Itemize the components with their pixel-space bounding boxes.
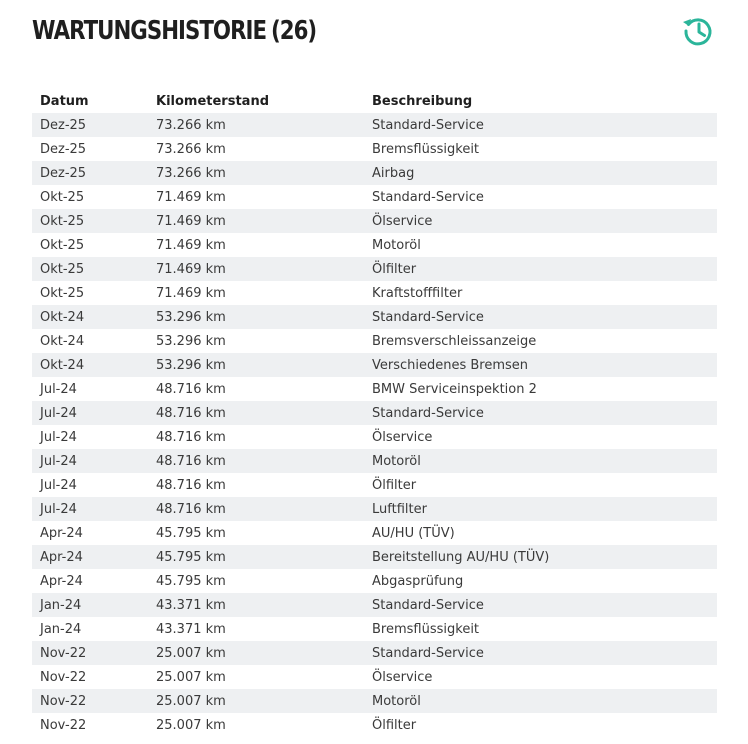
table-row bbox=[32, 569, 717, 593]
cell-mileage: 48.716 km bbox=[156, 477, 226, 493]
cell-date: Jan-24 bbox=[32, 593, 148, 617]
cell-mileage: 73.266 km bbox=[148, 161, 364, 185]
cell-description: Abgasprüfung bbox=[372, 573, 464, 589]
cell-date: Dez-25 bbox=[32, 113, 148, 137]
table-row bbox=[32, 137, 717, 161]
cell-description: Standard-Service bbox=[364, 305, 717, 329]
table-row bbox=[32, 377, 717, 401]
page-title-count: (26) bbox=[270, 16, 317, 46]
cell-mileage: 45.795 km bbox=[156, 573, 226, 589]
cell-mileage: 25.007 km bbox=[148, 689, 364, 713]
table-row bbox=[32, 617, 717, 641]
cell-date: Okt-25 bbox=[40, 237, 85, 253]
cell-description: Bremsflüssigkeit bbox=[372, 141, 480, 157]
table-row bbox=[32, 281, 717, 305]
cell-description: Bremsflüssigkeit bbox=[372, 621, 480, 637]
cell-description: Bremsverschleissanzeige bbox=[372, 333, 537, 349]
table-row bbox=[32, 353, 717, 377]
table-row bbox=[32, 425, 717, 449]
cell-date: Nov-22 bbox=[40, 717, 87, 733]
cell-date: Jul-24 bbox=[40, 477, 77, 493]
maintenance-table bbox=[32, 89, 717, 737]
cell-date: Jul-24 bbox=[40, 381, 77, 397]
cell-description: Standard-Service bbox=[364, 641, 717, 665]
cell-date: Apr-24 bbox=[32, 545, 148, 569]
cell-mileage: 53.296 km bbox=[156, 333, 226, 349]
table-row bbox=[32, 473, 717, 497]
cell-date: Nov-22 bbox=[40, 669, 87, 685]
cell-date: Okt-25 bbox=[32, 257, 148, 281]
cell-date: Jul-24 bbox=[40, 429, 77, 445]
cell-description: Verschiedenes Bremsen bbox=[364, 353, 717, 377]
page-header bbox=[32, 14, 716, 58]
cell-mileage: 48.716 km bbox=[148, 449, 364, 473]
cell-date: Okt-24 bbox=[32, 305, 148, 329]
history-button[interactable] bbox=[680, 14, 716, 48]
cell-mileage: 71.469 km bbox=[148, 209, 364, 233]
cell-mileage: 25.007 km bbox=[148, 641, 364, 665]
cell-mileage: 71.469 km bbox=[156, 237, 226, 253]
cell-mileage: 43.371 km bbox=[148, 593, 364, 617]
cell-description: Standard-Service bbox=[372, 189, 484, 205]
cell-mileage: 48.716 km bbox=[156, 381, 226, 397]
cell-mileage: 71.469 km bbox=[156, 285, 226, 301]
cell-date: Okt-24 bbox=[32, 353, 148, 377]
table-row bbox=[32, 689, 717, 713]
table-row bbox=[32, 329, 717, 353]
column-header-mileage: Kilometerstand bbox=[156, 93, 270, 109]
cell-mileage: 73.266 km bbox=[148, 113, 364, 137]
cell-mileage: 45.795 km bbox=[148, 545, 364, 569]
table-row bbox=[32, 449, 717, 473]
cell-date: Jan-24 bbox=[40, 621, 82, 637]
table-row bbox=[32, 185, 717, 209]
cell-description: AU/HU (TÜV) bbox=[372, 525, 455, 541]
cell-description: Airbag bbox=[364, 161, 717, 185]
cell-description: Motoröl bbox=[364, 689, 717, 713]
cell-mileage: 71.469 km bbox=[156, 189, 226, 205]
table-row bbox=[32, 113, 717, 137]
cell-description: Bereitstellung AU/HU (TÜV) bbox=[364, 545, 717, 569]
column-header-date: Datum bbox=[40, 93, 89, 109]
history-icon bbox=[680, 14, 716, 48]
table-row bbox=[32, 545, 717, 569]
cell-date: Okt-25 bbox=[32, 209, 148, 233]
page-title bbox=[32, 16, 316, 46]
table-row bbox=[32, 209, 717, 233]
table-row bbox=[32, 593, 717, 617]
cell-mileage: 43.371 km bbox=[156, 621, 226, 637]
cell-mileage: 48.716 km bbox=[148, 497, 364, 521]
table-row bbox=[32, 713, 717, 737]
cell-date: Apr-24 bbox=[40, 525, 83, 541]
cell-date: Okt-25 bbox=[40, 285, 85, 301]
cell-mileage: 48.716 km bbox=[156, 429, 226, 445]
cell-mileage: 53.296 km bbox=[148, 353, 364, 377]
cell-mileage: 48.716 km bbox=[148, 401, 364, 425]
cell-mileage: 53.296 km bbox=[148, 305, 364, 329]
cell-description: Standard-Service bbox=[364, 593, 717, 617]
page-title-text: WARTUNGSHISTORIE bbox=[32, 16, 267, 46]
cell-description: Luftfilter bbox=[364, 497, 717, 521]
cell-description: Motoröl bbox=[364, 449, 717, 473]
table-row bbox=[32, 665, 717, 689]
cell-description: BMW Serviceinspektion 2 bbox=[372, 381, 537, 397]
table-row bbox=[32, 161, 717, 185]
cell-description: Standard-Service bbox=[364, 401, 717, 425]
cell-mileage: 45.795 km bbox=[156, 525, 226, 541]
cell-mileage: 73.266 km bbox=[156, 141, 226, 157]
cell-description: Ölservice bbox=[372, 429, 433, 445]
cell-date: Dez-25 bbox=[32, 161, 148, 185]
cell-mileage: 71.469 km bbox=[148, 257, 364, 281]
cell-description: Ölfilter bbox=[364, 257, 717, 281]
table-row bbox=[32, 305, 717, 329]
cell-date: Dez-25 bbox=[40, 141, 87, 157]
cell-description: Kraftstofffilter bbox=[372, 285, 463, 301]
cell-date: Jul-24 bbox=[32, 497, 148, 521]
cell-date: Nov-22 bbox=[32, 641, 148, 665]
cell-date: Apr-24 bbox=[40, 573, 83, 589]
table-row bbox=[32, 233, 717, 257]
column-header-description: Beschreibung bbox=[372, 93, 473, 109]
cell-description: Ölfilter bbox=[372, 717, 417, 733]
table-row bbox=[32, 257, 717, 281]
table-row bbox=[32, 641, 717, 665]
table-row bbox=[32, 521, 717, 545]
cell-date: Okt-25 bbox=[40, 189, 85, 205]
table-row bbox=[32, 401, 717, 425]
table-body bbox=[32, 113, 717, 737]
cell-mileage: 25.007 km bbox=[156, 669, 226, 685]
cell-date: Jul-24 bbox=[32, 401, 148, 425]
table-row bbox=[32, 497, 717, 521]
cell-description: Ölfilter bbox=[372, 477, 417, 493]
cell-description: Motoröl bbox=[372, 237, 421, 253]
cell-date: Nov-22 bbox=[32, 689, 148, 713]
cell-mileage: 25.007 km bbox=[156, 717, 226, 733]
cell-description: Ölservice bbox=[372, 669, 433, 685]
cell-description: Standard-Service bbox=[364, 113, 717, 137]
cell-date: Okt-24 bbox=[40, 333, 85, 349]
table-header-row bbox=[32, 89, 717, 113]
cell-description: Ölservice bbox=[364, 209, 717, 233]
cell-date: Jul-24 bbox=[32, 449, 148, 473]
